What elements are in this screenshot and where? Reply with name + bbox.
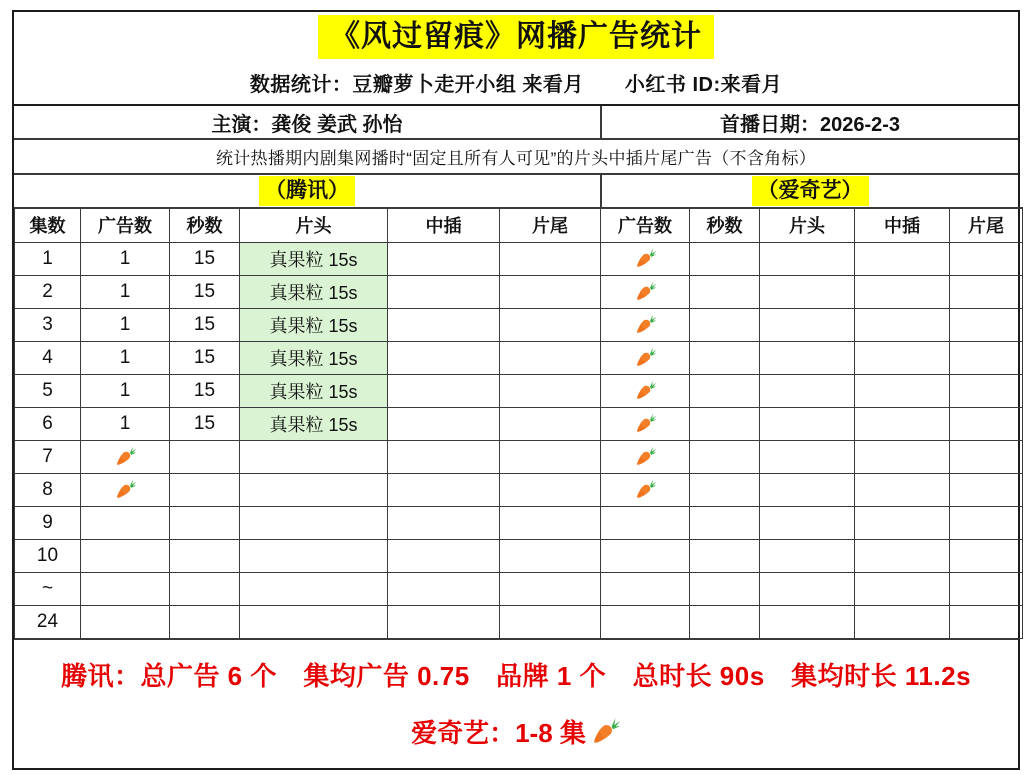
episode-cell: 3 — [15, 308, 81, 341]
table-cell — [950, 374, 1023, 407]
table-row — [15, 539, 1023, 572]
table-cell: 15 — [170, 242, 240, 275]
table-cell — [240, 440, 388, 473]
table-cell — [950, 407, 1023, 440]
table-cell — [950, 275, 1023, 308]
table-cell: 1 — [81, 407, 170, 440]
table-cell — [500, 440, 601, 473]
table-cell — [690, 341, 760, 374]
table-cell — [170, 539, 240, 572]
table-cell — [388, 539, 500, 572]
table-cell — [601, 605, 690, 638]
table-cell — [855, 374, 950, 407]
table-row — [15, 242, 1023, 275]
cast-info: 主演：龚俊 姜武 孙怡 — [211, 113, 403, 136]
table-cell — [950, 506, 1023, 539]
summary-tencent: 腾讯：总广告 6 个 集均广告 0.75 品牌 1 个 总时长 90s 集均时长 11.2s — [60, 660, 972, 691]
table-cell — [81, 440, 170, 473]
carrot-icon — [114, 478, 137, 501]
episode-cell: 5 — [15, 374, 81, 407]
carrot-icon — [634, 379, 657, 402]
carrot-icon — [634, 445, 657, 468]
episode-cell: 1 — [15, 242, 81, 275]
table-cell — [240, 473, 388, 506]
carrot-icon — [634, 346, 657, 369]
table-cell — [500, 308, 601, 341]
table-header-cell: 秒数 — [170, 208, 240, 242]
table-row — [15, 407, 1023, 440]
table-cell — [388, 440, 500, 473]
table-cell: 15 — [170, 341, 240, 374]
episode-cell: 2 — [15, 275, 81, 308]
table-row — [15, 341, 1023, 374]
table-cell — [601, 440, 690, 473]
table-header-cell: 秒数 — [690, 208, 760, 242]
carrot-icon — [114, 445, 137, 468]
table-cell — [690, 539, 760, 572]
table-cell: 1 — [81, 308, 170, 341]
table-cell: 15 — [170, 407, 240, 440]
table-cell — [81, 473, 170, 506]
iqiyi-section-label: （爱奇艺） — [752, 176, 869, 206]
table-cell — [760, 572, 855, 605]
table-cell — [601, 539, 690, 572]
episode-cell: 6 — [15, 407, 81, 440]
table-cell — [690, 572, 760, 605]
table-cell — [240, 572, 388, 605]
note-text: 统计热播期内剧集网播时“固定且所有人可见”的片头中插片尾广告（不含角标） — [14, 138, 1018, 173]
table-cell — [855, 242, 950, 275]
table-cell — [690, 374, 760, 407]
table-cell — [690, 407, 760, 440]
page-title: 《风过留痕》网播广告统计 — [318, 15, 714, 59]
table-cell: 15 — [170, 374, 240, 407]
table-cell — [760, 473, 855, 506]
carrot-icon — [634, 313, 657, 336]
table-header-cell: 广告数 — [601, 208, 690, 242]
table-cell — [81, 539, 170, 572]
table-cell — [760, 242, 855, 275]
table-cell — [388, 572, 500, 605]
table-cell — [240, 539, 388, 572]
table-cell — [760, 374, 855, 407]
table-cell — [760, 407, 855, 440]
table-cell — [601, 341, 690, 374]
table-cell — [690, 440, 760, 473]
premiere-date: 首播日期：2026-2-3 — [600, 106, 1018, 138]
table-row — [15, 440, 1023, 473]
table-cell — [690, 242, 760, 275]
table-cell — [855, 341, 950, 374]
table-cell — [388, 275, 500, 308]
table-cell — [500, 506, 601, 539]
table-cell — [950, 341, 1023, 374]
table-cell — [690, 473, 760, 506]
table-cell — [388, 407, 500, 440]
table-header-cell: 广告数 — [81, 208, 170, 242]
table-cell — [81, 605, 170, 638]
tencent-section-label: （腾讯） — [259, 176, 355, 206]
table-cell — [690, 506, 760, 539]
stats-sheet — [12, 10, 1020, 770]
table-header-cell: 中插 — [855, 208, 950, 242]
table-cell — [760, 539, 855, 572]
episode-cell: 10 — [15, 539, 81, 572]
table-cell — [855, 275, 950, 308]
tencent-section — [14, 175, 600, 207]
table-cell — [690, 275, 760, 308]
table-cell — [240, 506, 388, 539]
episode-cell: 4 — [15, 341, 81, 374]
table-cell — [500, 341, 601, 374]
table-header-cell: 集数 — [15, 208, 81, 242]
table-cell — [760, 308, 855, 341]
table-cell — [388, 308, 500, 341]
table-cell — [855, 308, 950, 341]
episode-cell: 24 — [15, 605, 81, 638]
table-cell — [81, 506, 170, 539]
table-cell — [500, 539, 601, 572]
table-cell: 真果粒 15s — [240, 242, 388, 275]
table-cell — [601, 506, 690, 539]
table-cell — [690, 308, 760, 341]
table-row — [15, 572, 1023, 605]
table-cell — [760, 605, 855, 638]
table-cell — [601, 275, 690, 308]
table-cell: 1 — [81, 242, 170, 275]
carrot-icon — [634, 478, 657, 501]
table-cell — [500, 473, 601, 506]
table-row — [15, 506, 1023, 539]
table-cell — [760, 275, 855, 308]
table-cell — [950, 440, 1023, 473]
table-cell — [500, 572, 601, 605]
table-cell — [855, 539, 950, 572]
episode-cell: 7 — [15, 440, 81, 473]
table-header-row — [15, 208, 1023, 242]
table-cell — [170, 473, 240, 506]
table-cell — [170, 506, 240, 539]
table-header-cell: 片尾 — [500, 208, 601, 242]
table-cell — [500, 374, 601, 407]
table-cell: 真果粒 15s — [240, 308, 388, 341]
table-cell — [170, 572, 240, 605]
platform-row — [14, 173, 1018, 207]
table-header-cell: 片头 — [760, 208, 855, 242]
episode-cell: ~ — [15, 572, 81, 605]
carrot-icon — [634, 280, 657, 303]
table-cell: 真果粒 15s — [240, 341, 388, 374]
table-cell — [240, 605, 388, 638]
table-cell — [500, 407, 601, 440]
table-cell — [690, 605, 760, 638]
table-cell — [601, 374, 690, 407]
table-cell — [170, 605, 240, 638]
table-cell — [760, 440, 855, 473]
iqiyi-section — [600, 175, 1018, 207]
table-cell — [760, 506, 855, 539]
table-cell — [388, 473, 500, 506]
table-cell: 1 — [81, 275, 170, 308]
table-cell — [855, 473, 950, 506]
table-header-cell: 片尾 — [950, 208, 1023, 242]
table-cell — [601, 407, 690, 440]
table-cell — [81, 572, 170, 605]
table-cell — [388, 374, 500, 407]
table-cell — [760, 341, 855, 374]
table-cell: 真果粒 15s — [240, 407, 388, 440]
table-cell — [601, 308, 690, 341]
table-row — [15, 473, 1023, 506]
table-cell — [601, 572, 690, 605]
table-cell: 1 — [81, 341, 170, 374]
summary-iqiyi — [411, 713, 621, 750]
table-cell — [950, 242, 1023, 275]
table-row — [15, 605, 1023, 638]
table-cell — [170, 440, 240, 473]
table-cell — [500, 605, 601, 638]
info-row — [14, 104, 1018, 138]
table-cell: 1 — [81, 374, 170, 407]
table-row — [15, 308, 1023, 341]
carrot-icon — [634, 412, 657, 435]
table-cell — [601, 473, 690, 506]
table-cell — [950, 473, 1023, 506]
table-cell: 真果粒 15s — [240, 275, 388, 308]
table-cell — [601, 242, 690, 275]
table-cell: 真果粒 15s — [240, 374, 388, 407]
carrot-icon — [634, 247, 657, 270]
table-cell — [855, 407, 950, 440]
episode-cell: 8 — [15, 473, 81, 506]
title-block — [14, 12, 1018, 104]
table-cell — [388, 242, 500, 275]
summary-iqiyi-text: 爱奇艺：1-8 集 — [411, 717, 586, 748]
table-cell — [950, 308, 1023, 341]
summary-block — [14, 639, 1018, 769]
stats-credit: 数据统计：豆瓣萝卜走开小组 来看月 小红书 ID:来看月 — [249, 74, 783, 96]
table-cell — [855, 506, 950, 539]
table-cell — [950, 539, 1023, 572]
table-cell — [500, 275, 601, 308]
table-cell — [388, 605, 500, 638]
table-header-cell: 中插 — [388, 208, 500, 242]
carrot-icon — [590, 716, 621, 747]
table-cell — [950, 605, 1023, 638]
table-cell: 15 — [170, 308, 240, 341]
table-header-cell: 片头 — [240, 208, 388, 242]
table-cell: 15 — [170, 275, 240, 308]
table-cell — [855, 572, 950, 605]
table-row — [15, 275, 1023, 308]
episode-table — [14, 207, 1023, 639]
table-cell — [500, 242, 601, 275]
table-cell — [950, 572, 1023, 605]
table-cell — [855, 605, 950, 638]
table-cell — [388, 341, 500, 374]
table-row — [15, 374, 1023, 407]
table-cell — [855, 440, 950, 473]
episode-table-body — [15, 242, 1023, 638]
episode-cell: 9 — [15, 506, 81, 539]
table-cell — [388, 506, 500, 539]
